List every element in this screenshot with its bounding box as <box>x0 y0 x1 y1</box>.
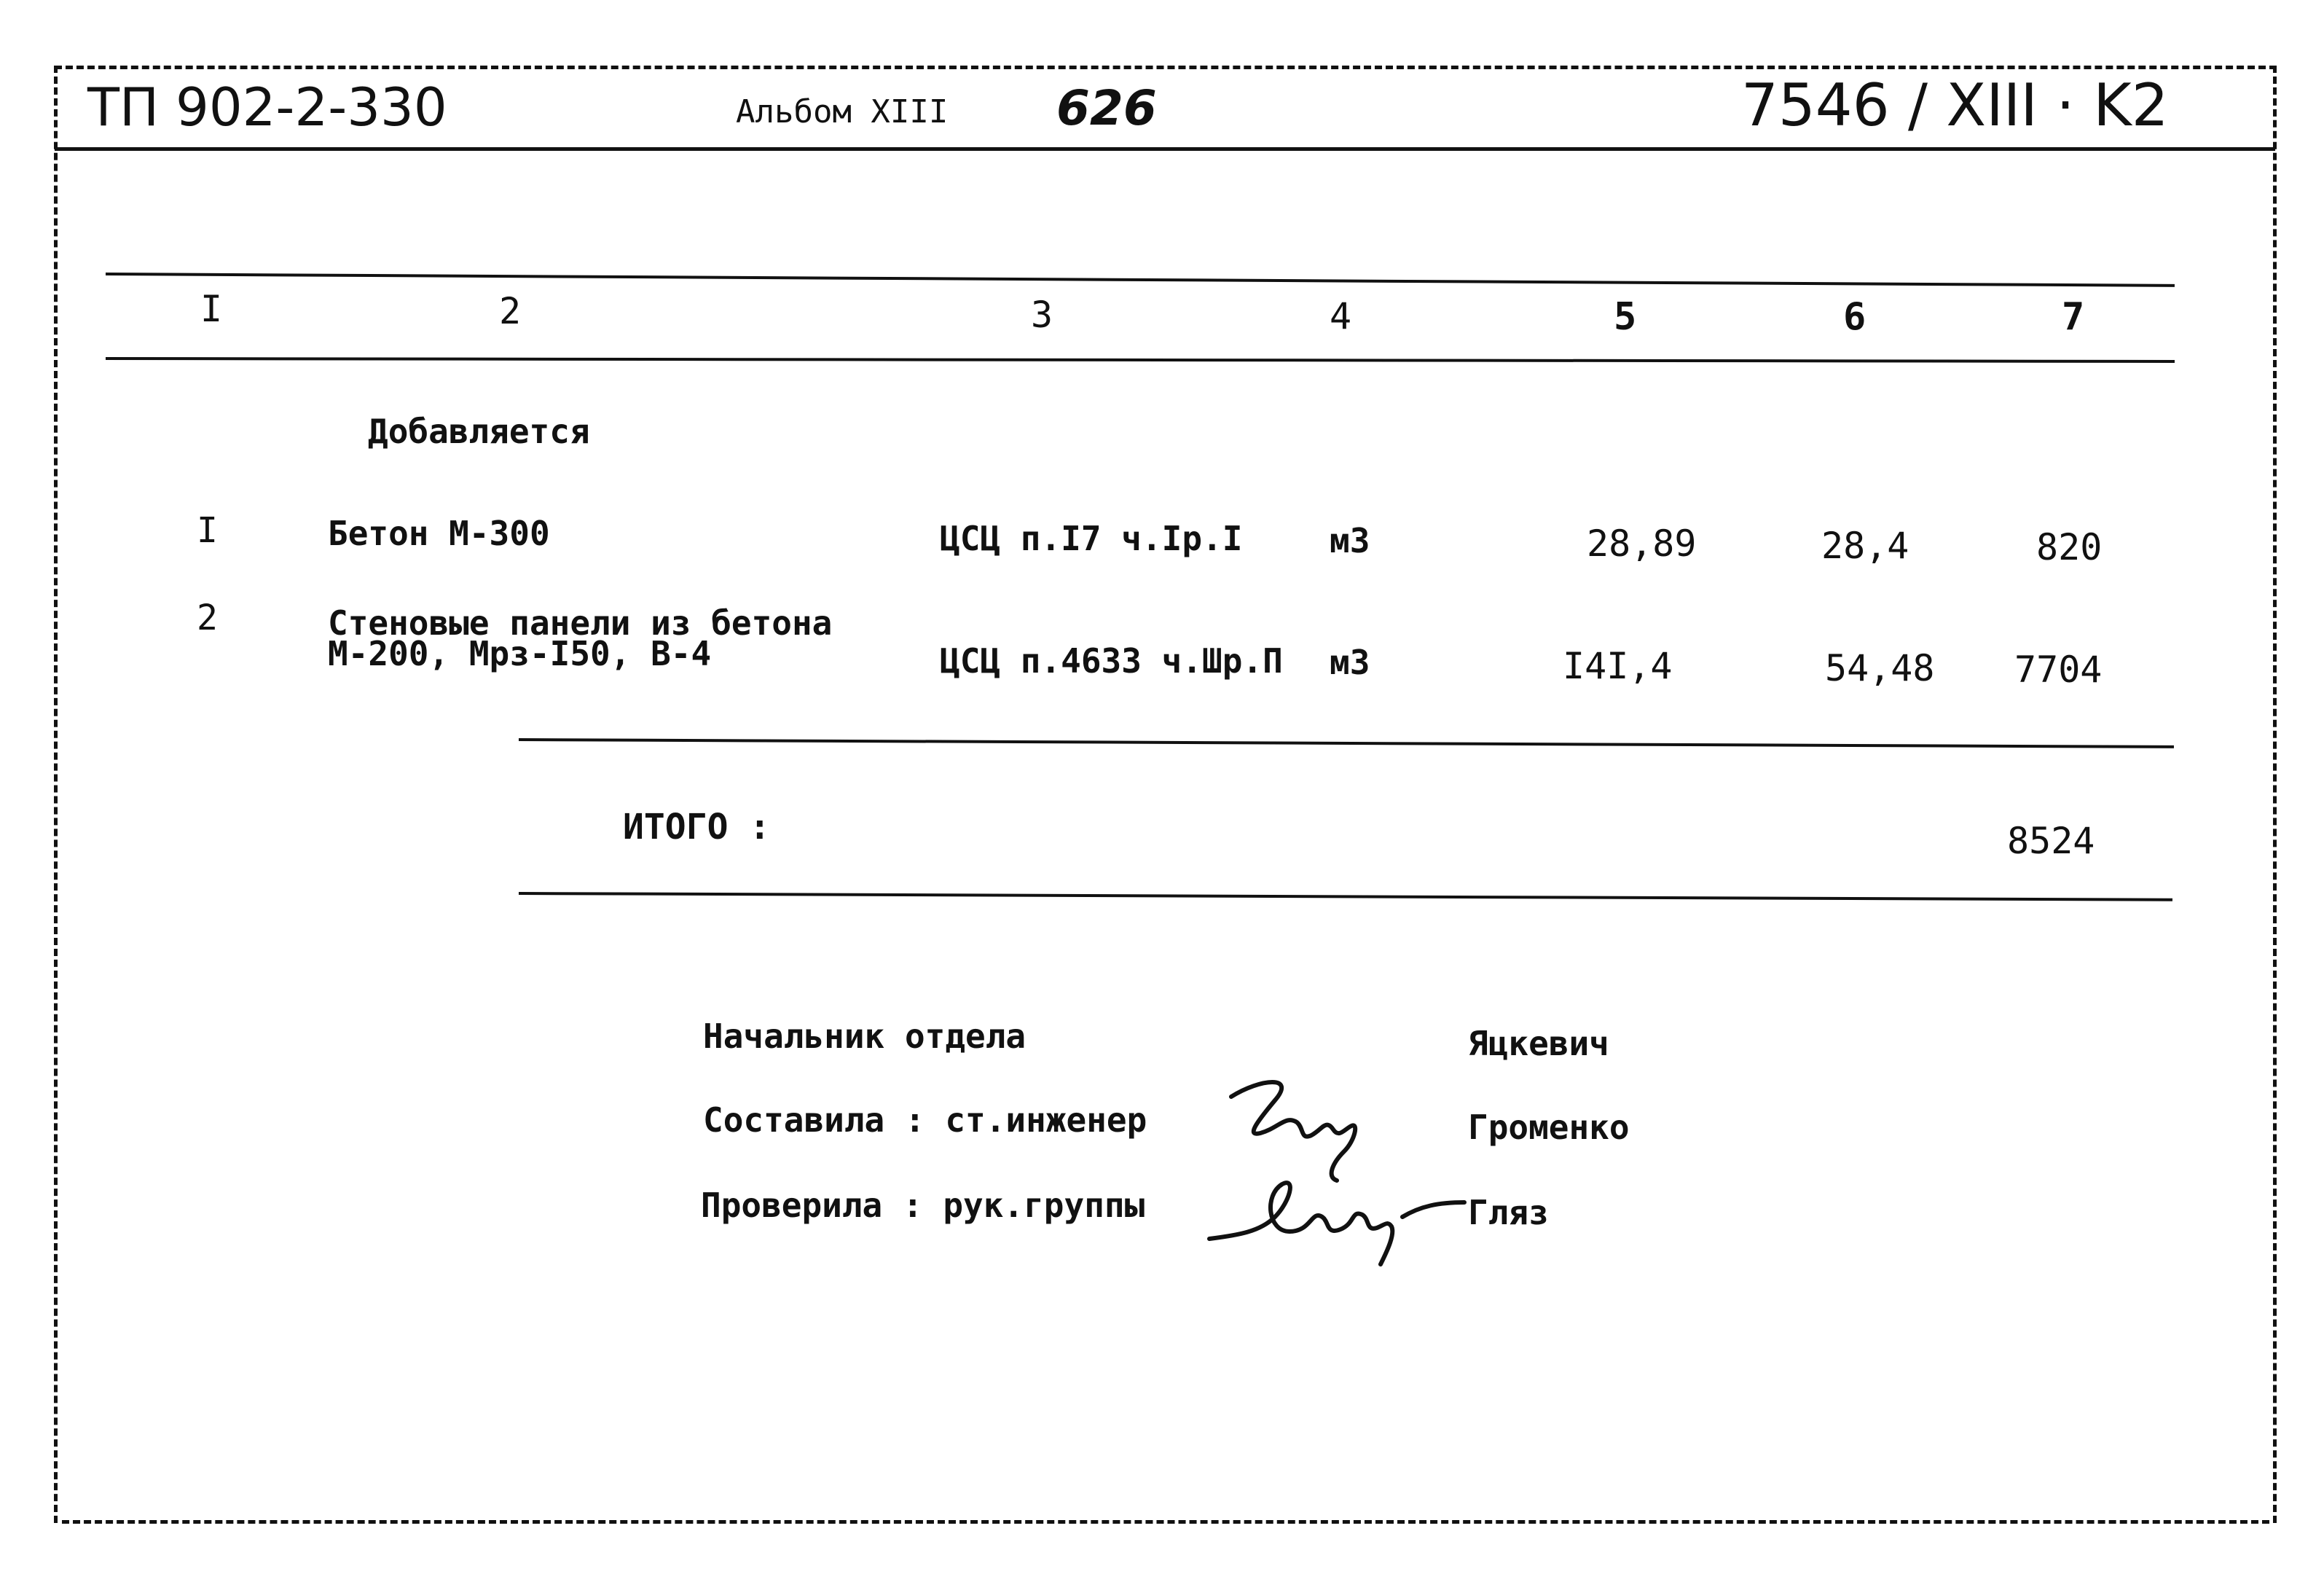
row-number: I <box>197 510 218 551</box>
column-header: 2 <box>499 290 522 332</box>
frame-top-border <box>55 66 2277 69</box>
row-name: Стеновые панели из бетона <box>328 603 833 643</box>
row-reference: ЦСЦ п.I7 ч.Iр.I <box>940 519 1243 558</box>
section-title: Добавляется <box>368 412 590 451</box>
row-number: 2 <box>197 598 218 638</box>
table-header-rule <box>106 357 2175 363</box>
row-reference: ЦСЦ п.4633 ч.Шр.П <box>940 641 1283 681</box>
row-name-continued: М-200, Мрз-I50, В-4 <box>328 634 712 673</box>
album-label: Альбом XIII <box>736 93 949 130</box>
frame-bottom-border <box>62 1520 2269 1524</box>
row-total: 820 <box>2036 526 2103 568</box>
checked-signature <box>1195 1162 1486 1272</box>
row-quantity: 28,89 <box>1587 522 1697 565</box>
row-price: 28,4 <box>1821 525 1909 567</box>
totals-bottom-rule <box>519 892 2172 901</box>
row-name: Бетон М-300 <box>328 514 550 553</box>
head-title: Начальник отдела <box>703 1017 1026 1056</box>
frame-left-border <box>54 66 58 1523</box>
column-header: 4 <box>1330 295 1352 337</box>
checked-name: Гляз <box>1468 1193 1549 1232</box>
column-header: I <box>200 288 223 330</box>
row-unit: м3 <box>1330 643 1370 682</box>
total-value: 8524 <box>2007 820 2095 862</box>
column-header: 3 <box>1031 294 1053 336</box>
column-header: 6 <box>1843 295 1866 339</box>
compiled-title: Составила : ст.инженер <box>703 1100 1147 1140</box>
checked-title: Проверила : рук.группы <box>701 1186 1145 1225</box>
table-top-rule <box>106 273 2175 287</box>
row-price: 54,48 <box>1825 647 1935 689</box>
header-underline <box>55 147 2275 151</box>
project-code: ТП 902-2-330 <box>87 77 447 138</box>
row-unit: м3 <box>1330 521 1370 560</box>
row-quantity: I4I,4 <box>1563 645 1673 687</box>
head-name: Яцкевич <box>1468 1024 1609 1063</box>
sheet-number: 626 <box>1056 80 1157 136</box>
frame-right-border <box>2273 66 2277 1523</box>
column-header: 5 <box>1614 295 1637 339</box>
compiled-name: Громенко <box>1468 1108 1630 1147</box>
totals-top-rule <box>519 738 2174 748</box>
archive-code: 7546 / XIII · K2 <box>1741 71 2169 139</box>
row-total: 7704 <box>2014 649 2103 691</box>
column-header: 7 <box>2062 295 2085 339</box>
total-label: ИТОГО : <box>623 807 771 847</box>
